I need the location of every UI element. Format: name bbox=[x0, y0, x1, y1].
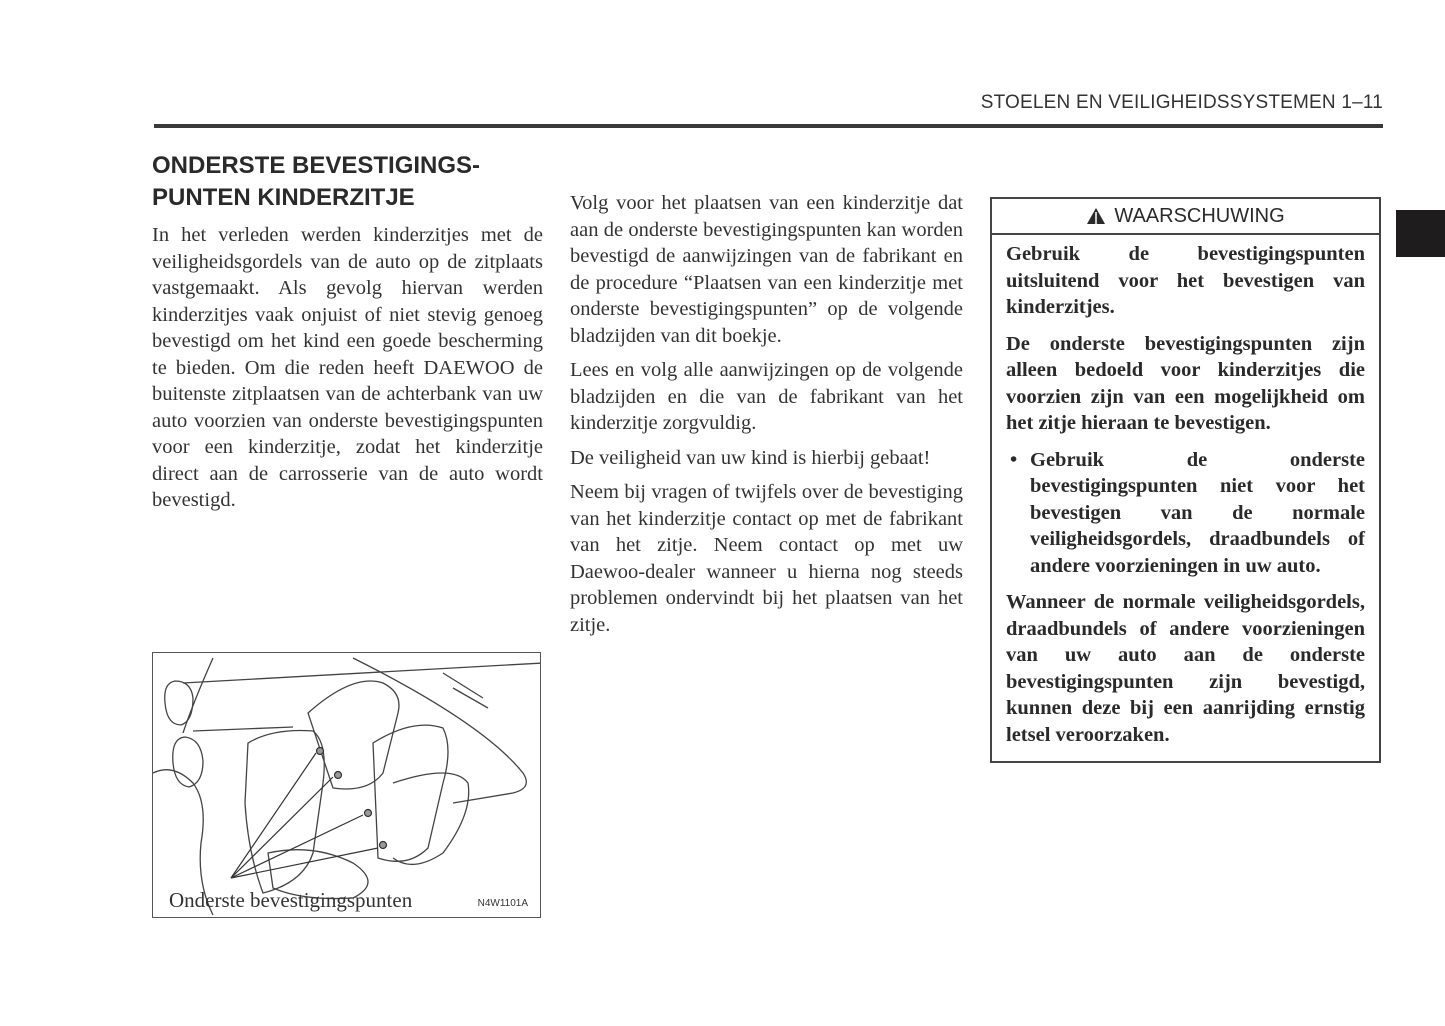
bullet-icon: • bbox=[1010, 448, 1018, 471]
middle-paragraph-4: Neem bij vragen of twijfels over de bevestiging van het kinderzitje contact op met de fabrikant van het zitje. Neem contact op met uw Daewoo-dealer wanneer u hierna nog steeds problemen ondervindt bij het plaatsen van het zitje. bbox=[570, 481, 963, 636]
seatback-right bbox=[373, 725, 448, 861]
warning-paragraph-3: Wanneer de normale veiligheidsgordels, draadbundels of andere voorzieningen van uw auto aan de onderste bevestigingspunten zijn bevestigd, kunnen deze bij een aanrijding ernstig letsel veroorzaken. bbox=[1006, 591, 1365, 746]
seatback-left bbox=[308, 681, 399, 789]
warning-triangle-icon bbox=[1086, 207, 1106, 225]
section-title bbox=[152, 150, 543, 214]
left-column bbox=[152, 150, 543, 522]
arrow-anchor-1 bbox=[231, 753, 316, 878]
section-title-line-1: ONDERSTE BEVESTIGINGS- bbox=[152, 152, 481, 179]
warning-header bbox=[992, 199, 1379, 235]
warning-bullet-text: Gebruik de onderste bevestigingspunten niet voor het bevestigen van de normale veiligheidsgordels, draadbundels of andere voorzieningen in uw auto. bbox=[1030, 448, 1365, 577]
anchor-point-2 bbox=[335, 772, 342, 779]
warning-title: WAARSCHUWING bbox=[1114, 204, 1285, 227]
warning-bullet-item bbox=[1006, 447, 1365, 580]
header-rule bbox=[154, 124, 1383, 128]
warning-body bbox=[992, 235, 1379, 748]
seat-cushion-left bbox=[245, 731, 324, 894]
anchor-point-1 bbox=[317, 748, 324, 755]
middle-paragraph-1: Volg voor het plaatsen van een kinderzitje dat aan de onderste bevestigingspunten kan worden bevestigd de aanwijzingen van de fabrikant en de procedure “Plaatsen van een kinderzitje met onderste bevestigingspunten” op de volgende bladzijden van dit boekje. bbox=[570, 192, 963, 347]
anchor-point-3 bbox=[365, 810, 372, 817]
arrow-anchor-2 bbox=[231, 777, 333, 878]
warning-paragraph-2: De onderste bevestigingspunten zijn alleen bedoeld voor kinderzitjes die voorzien zijn van een mogelijkheid om het zitje hieraan te bevestigen. bbox=[1006, 332, 1365, 434]
warning-bullet-list bbox=[1006, 447, 1365, 580]
warning-box bbox=[990, 197, 1381, 763]
seat-cushion-right bbox=[393, 773, 469, 864]
middle-paragraph-2: Lees en volg alle aanwijzingen op de volgende bladzijden en die van de fabrikant van het kinderzitje zorgvuldig. bbox=[570, 359, 963, 434]
running-header: STOELEN EN VEILIGHEIDSSYSTEMEN 1–11 bbox=[980, 92, 1383, 113]
figure-caption: Onderste bevestigingspunten bbox=[169, 888, 413, 912]
figure-child-seat-anchors bbox=[152, 652, 541, 918]
arrow-anchor-4 bbox=[231, 848, 378, 878]
middle-paragraph-3: De veiligheid van uw kind is hierbij gebaat! bbox=[570, 446, 931, 469]
warning-paragraph-1: Gebruik de bevestigingspunten uitsluitend voor het bevestigen van kinderzitjes. bbox=[1006, 243, 1365, 318]
anchor-point-4 bbox=[380, 842, 387, 849]
middle-column bbox=[570, 190, 963, 646]
intro-paragraph: In het verleden werden kinderzitjes met de veiligheidsgordels van de auto op de zitplaats vastgemaakt. Als gevolg hiervan werden kinderzitjes vaak onjuist of niet stevig genoeg bevestigd om het kind een goede bescherming te bieden. Om die reden heeft DAEWOO de buitenste zitplaatsen van de achterbank van uw auto voorzien van onderste bevestigingspunten voor een kinderzitje, zodat het kinderzitje direct aan de carrosserie van de auto wordt bevestigd. bbox=[152, 224, 543, 511]
anchor-arrows bbox=[231, 748, 387, 879]
chapter-thumb-tab bbox=[1396, 210, 1445, 257]
front-headrest-2 bbox=[173, 737, 203, 787]
rear-window-line bbox=[353, 658, 526, 803]
figure-code: N4W1101A bbox=[477, 898, 528, 909]
section-title-line-2: PUNTEN KINDERZITJE bbox=[152, 184, 415, 211]
child-seat-anchor-illustration bbox=[153, 653, 541, 918]
